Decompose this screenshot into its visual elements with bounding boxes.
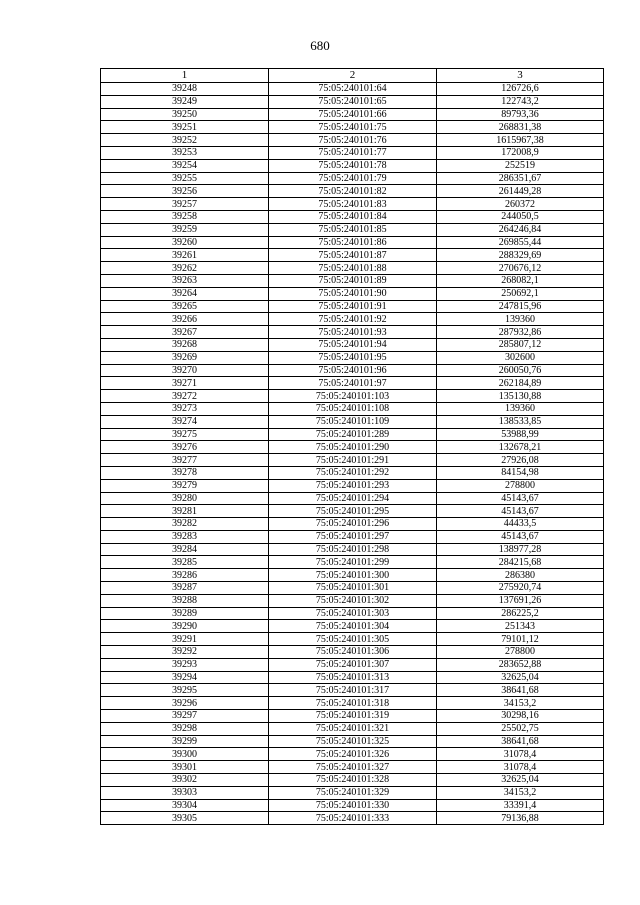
row-number-cell: 39287: [101, 582, 269, 595]
value-cell: 53988,99: [437, 428, 604, 441]
table-row: [101, 466, 604, 479]
row-number-cell: 39281: [101, 505, 269, 518]
value-cell: 132678,21: [437, 441, 604, 454]
table-row: [101, 402, 604, 415]
table-row: [101, 556, 604, 569]
row-number-cell: 39292: [101, 646, 269, 659]
table-row: [101, 786, 604, 799]
row-number-cell: 39302: [101, 774, 269, 787]
table-row: [101, 735, 604, 748]
cadastral-number-cell: 75:05:240101:89: [269, 274, 437, 287]
row-number-cell: 39280: [101, 492, 269, 505]
cadastral-number-cell: 75:05:240101:64: [269, 83, 437, 96]
page-number: 680: [310, 38, 330, 53]
value-cell: 30298,16: [437, 710, 604, 723]
table-row: [101, 530, 604, 543]
table-row: [101, 582, 604, 595]
value-cell: 269855,44: [437, 236, 604, 249]
table-row: [101, 671, 604, 684]
cadastral-number-cell: 75:05:240101:299: [269, 556, 437, 569]
value-cell: 32625,04: [437, 774, 604, 787]
value-cell: 260372: [437, 198, 604, 211]
cadastral-number-cell: 75:05:240101:103: [269, 390, 437, 403]
value-cell: 25502,75: [437, 722, 604, 735]
row-number-cell: 39276: [101, 441, 269, 454]
row-number-cell: 39275: [101, 428, 269, 441]
value-cell: 270676,12: [437, 262, 604, 275]
row-number-cell: 39277: [101, 454, 269, 467]
row-number-cell: 39254: [101, 159, 269, 172]
table-row: [101, 505, 604, 518]
row-number-cell: 39293: [101, 658, 269, 671]
table-row: [101, 620, 604, 633]
table-row: [101, 518, 604, 531]
cadastral-number-cell: 75:05:240101:333: [269, 812, 437, 825]
value-cell: 38641,68: [437, 684, 604, 697]
value-cell: 138533,85: [437, 415, 604, 428]
table-row: [101, 108, 604, 121]
row-number-cell: 39260: [101, 236, 269, 249]
row-number-cell: 39284: [101, 543, 269, 556]
cadastral-number-cell: 75:05:240101:79: [269, 172, 437, 185]
table-row: [101, 543, 604, 556]
cadastral-number-cell: 75:05:240101:109: [269, 415, 437, 428]
cadastral-number-cell: 75:05:240101:75: [269, 121, 437, 134]
table-row: [101, 287, 604, 300]
row-number-cell: 39279: [101, 479, 269, 492]
cadastral-number-cell: 75:05:240101:82: [269, 185, 437, 198]
table-row: [101, 351, 604, 364]
table-row: [101, 646, 604, 659]
table-row: [101, 338, 604, 351]
cadastral-number-cell: 75:05:240101:317: [269, 684, 437, 697]
cadastral-number-cell: 75:05:240101:77: [269, 146, 437, 159]
cadastral-number-cell: 75:05:240101:328: [269, 774, 437, 787]
cadastral-number-cell: 75:05:240101:295: [269, 505, 437, 518]
table-row: [101, 697, 604, 710]
value-cell: 275920,74: [437, 582, 604, 595]
table-row: [101, 198, 604, 211]
row-number-cell: 39251: [101, 121, 269, 134]
row-number-cell: 39291: [101, 633, 269, 646]
row-number-cell: 39264: [101, 287, 269, 300]
table-row: [101, 134, 604, 147]
table-row: [101, 607, 604, 620]
row-number-cell: 39300: [101, 748, 269, 761]
row-number-cell: 39299: [101, 735, 269, 748]
cadastral-number-cell: 75:05:240101:83: [269, 198, 437, 211]
table-row: [101, 633, 604, 646]
cadastral-number-cell: 75:05:240101:86: [269, 236, 437, 249]
value-cell: 286380: [437, 569, 604, 582]
cadastral-number-cell: 75:05:240101:294: [269, 492, 437, 505]
cadastral-number-cell: 75:05:240101:66: [269, 108, 437, 121]
value-cell: 286351,67: [437, 172, 604, 185]
row-number-cell: 39256: [101, 185, 269, 198]
value-cell: 138977,28: [437, 543, 604, 556]
value-cell: 250692,1: [437, 287, 604, 300]
table-row: [101, 313, 604, 326]
value-cell: 84154,98: [437, 466, 604, 479]
table-row: [101, 812, 604, 825]
cadastral-number-cell: 75:05:240101:302: [269, 594, 437, 607]
value-cell: 284215,68: [437, 556, 604, 569]
value-cell: 45143,67: [437, 505, 604, 518]
table-row: [101, 364, 604, 377]
value-cell: 38641,68: [437, 735, 604, 748]
value-cell: 288329,69: [437, 249, 604, 262]
table-body: [101, 83, 604, 825]
table-row: [101, 748, 604, 761]
row-number-cell: 39289: [101, 607, 269, 620]
value-cell: 302600: [437, 351, 604, 364]
cadastral-number-cell: 75:05:240101:76: [269, 134, 437, 147]
cadastral-number-cell: 75:05:240101:325: [269, 735, 437, 748]
table-row: [101, 684, 604, 697]
table-row: [101, 274, 604, 287]
value-cell: 89793,36: [437, 108, 604, 121]
table-row: [101, 249, 604, 262]
cadastral-number-cell: 75:05:240101:78: [269, 159, 437, 172]
row-number-cell: 39301: [101, 761, 269, 774]
value-cell: 79136,88: [437, 812, 604, 825]
column-header-2: 2: [269, 69, 437, 83]
cadastral-number-cell: 75:05:240101:95: [269, 351, 437, 364]
cadastral-number-cell: 75:05:240101:326: [269, 748, 437, 761]
column-header-3: 3: [437, 69, 604, 83]
row-number-cell: 39297: [101, 710, 269, 723]
table-row: [101, 722, 604, 735]
value-cell: 122743,2: [437, 95, 604, 108]
cadastral-number-cell: 75:05:240101:87: [269, 249, 437, 262]
table-row: [101, 236, 604, 249]
row-number-cell: 39252: [101, 134, 269, 147]
table-row: [101, 377, 604, 390]
row-number-cell: 39255: [101, 172, 269, 185]
cadastral-number-cell: 75:05:240101:97: [269, 377, 437, 390]
row-number-cell: 39271: [101, 377, 269, 390]
table-row: [101, 121, 604, 134]
cadastral-number-cell: 75:05:240101:92: [269, 313, 437, 326]
row-number-cell: 39294: [101, 671, 269, 684]
cadastral-number-cell: 75:05:240101:327: [269, 761, 437, 774]
row-number-cell: 39253: [101, 146, 269, 159]
table-row: [101, 185, 604, 198]
table-row: [101, 210, 604, 223]
cadastral-number-cell: 75:05:240101:293: [269, 479, 437, 492]
value-cell: 285807,12: [437, 338, 604, 351]
value-cell: 286225,2: [437, 607, 604, 620]
value-cell: 31078,4: [437, 748, 604, 761]
cadastral-number-cell: 75:05:240101:319: [269, 710, 437, 723]
value-cell: 45143,67: [437, 530, 604, 543]
row-number-cell: 39272: [101, 390, 269, 403]
value-cell: 79101,12: [437, 633, 604, 646]
table-row: [101, 569, 604, 582]
value-cell: 264246,84: [437, 223, 604, 236]
table-row: [101, 300, 604, 313]
table-row: [101, 326, 604, 339]
value-cell: 33391,4: [437, 799, 604, 812]
row-number-cell: 39288: [101, 594, 269, 607]
row-number-cell: 39283: [101, 530, 269, 543]
row-number-cell: 39290: [101, 620, 269, 633]
value-cell: 27926,08: [437, 454, 604, 467]
table-row: [101, 761, 604, 774]
value-cell: 262184,89: [437, 377, 604, 390]
value-cell: 137691,26: [437, 594, 604, 607]
cadastral-number-cell: 75:05:240101:298: [269, 543, 437, 556]
cadastral-number-cell: 75:05:240101:306: [269, 646, 437, 659]
cadastral-number-cell: 75:05:240101:305: [269, 633, 437, 646]
row-number-cell: 39259: [101, 223, 269, 236]
table-row: [101, 428, 604, 441]
value-cell: 31078,4: [437, 761, 604, 774]
row-number-cell: 39296: [101, 697, 269, 710]
cadastral-number-cell: 75:05:240101:329: [269, 786, 437, 799]
value-cell: 139360: [437, 313, 604, 326]
data-table: [100, 68, 604, 825]
cadastral-number-cell: 75:05:240101:318: [269, 697, 437, 710]
row-number-cell: 39248: [101, 83, 269, 96]
table-row: [101, 172, 604, 185]
cadastral-number-cell: 75:05:240101:313: [269, 671, 437, 684]
cadastral-number-cell: 75:05:240101:304: [269, 620, 437, 633]
cadastral-number-cell: 75:05:240101:292: [269, 466, 437, 479]
cadastral-number-cell: 75:05:240101:108: [269, 402, 437, 415]
row-number-cell: 39285: [101, 556, 269, 569]
cadastral-number-cell: 75:05:240101:321: [269, 722, 437, 735]
table-row: [101, 415, 604, 428]
column-header-1: 1: [101, 69, 269, 83]
row-number-cell: 39273: [101, 402, 269, 415]
cadastral-number-cell: 75:05:240101:96: [269, 364, 437, 377]
value-cell: 32625,04: [437, 671, 604, 684]
row-number-cell: 39282: [101, 518, 269, 531]
row-number-cell: 39304: [101, 799, 269, 812]
row-number-cell: 39286: [101, 569, 269, 582]
value-cell: 278800: [437, 479, 604, 492]
row-number-cell: 39263: [101, 274, 269, 287]
cadastral-number-cell: 75:05:240101:301: [269, 582, 437, 595]
table-row: [101, 159, 604, 172]
value-cell: 260050,76: [437, 364, 604, 377]
cadastral-number-cell: 75:05:240101:290: [269, 441, 437, 454]
table-row: [101, 594, 604, 607]
value-cell: 268082,1: [437, 274, 604, 287]
table-row: [101, 390, 604, 403]
cadastral-number-cell: 75:05:240101:307: [269, 658, 437, 671]
table-row: [101, 454, 604, 467]
row-number-cell: 39270: [101, 364, 269, 377]
cadastral-number-cell: 75:05:240101:289: [269, 428, 437, 441]
row-number-cell: 39261: [101, 249, 269, 262]
cadastral-number-cell: 75:05:240101:300: [269, 569, 437, 582]
cadastral-number-cell: 75:05:240101:91: [269, 300, 437, 313]
value-cell: 247815,96: [437, 300, 604, 313]
value-cell: 1615967,38: [437, 134, 604, 147]
cadastral-number-cell: 75:05:240101:297: [269, 530, 437, 543]
table-row: [101, 262, 604, 275]
table-row: [101, 658, 604, 671]
table-row: [101, 799, 604, 812]
row-number-cell: 39298: [101, 722, 269, 735]
table-row: [101, 479, 604, 492]
value-cell: 268831,38: [437, 121, 604, 134]
value-cell: 278800: [437, 646, 604, 659]
row-number-cell: 39305: [101, 812, 269, 825]
table-row: [101, 441, 604, 454]
row-number-cell: 39262: [101, 262, 269, 275]
table-row: [101, 774, 604, 787]
cadastral-number-cell: 75:05:240101:90: [269, 287, 437, 300]
row-number-cell: 39295: [101, 684, 269, 697]
value-cell: 172008,9: [437, 146, 604, 159]
table-row: [101, 223, 604, 236]
table-row: [101, 95, 604, 108]
row-number-cell: 39303: [101, 786, 269, 799]
cadastral-number-cell: 75:05:240101:84: [269, 210, 437, 223]
table-row: [101, 146, 604, 159]
row-number-cell: 39269: [101, 351, 269, 364]
row-number-cell: 39249: [101, 95, 269, 108]
row-number-cell: 39257: [101, 198, 269, 211]
row-number-cell: 39250: [101, 108, 269, 121]
row-number-cell: 39265: [101, 300, 269, 313]
row-number-cell: 39267: [101, 326, 269, 339]
value-cell: 126726,6: [437, 83, 604, 96]
value-cell: 34153,2: [437, 786, 604, 799]
table-row: [101, 83, 604, 96]
value-cell: 135130,88: [437, 390, 604, 403]
value-cell: 287932,86: [437, 326, 604, 339]
table-row: [101, 492, 604, 505]
row-number-cell: 39274: [101, 415, 269, 428]
cadastral-number-cell: 75:05:240101:303: [269, 607, 437, 620]
value-cell: 44433,5: [437, 518, 604, 531]
cadastral-number-cell: 75:05:240101:85: [269, 223, 437, 236]
row-number-cell: 39268: [101, 338, 269, 351]
row-number-cell: 39278: [101, 466, 269, 479]
row-number-cell: 39266: [101, 313, 269, 326]
value-cell: 139360: [437, 402, 604, 415]
value-cell: 252519: [437, 159, 604, 172]
value-cell: 283652,88: [437, 658, 604, 671]
value-cell: 261449,28: [437, 185, 604, 198]
table-header-row: [101, 69, 604, 83]
value-cell: 34153,2: [437, 697, 604, 710]
row-number-cell: 39258: [101, 210, 269, 223]
cadastral-number-cell: 75:05:240101:291: [269, 454, 437, 467]
cadastral-number-cell: 75:05:240101:94: [269, 338, 437, 351]
cadastral-number-cell: 75:05:240101:93: [269, 326, 437, 339]
cadastral-number-cell: 75:05:240101:65: [269, 95, 437, 108]
cadastral-number-cell: 75:05:240101:88: [269, 262, 437, 275]
table-row: [101, 710, 604, 723]
value-cell: 244050,5: [437, 210, 604, 223]
cadastral-number-cell: 75:05:240101:330: [269, 799, 437, 812]
cadastral-number-cell: 75:05:240101:296: [269, 518, 437, 531]
value-cell: 251343: [437, 620, 604, 633]
value-cell: 45143,67: [437, 492, 604, 505]
